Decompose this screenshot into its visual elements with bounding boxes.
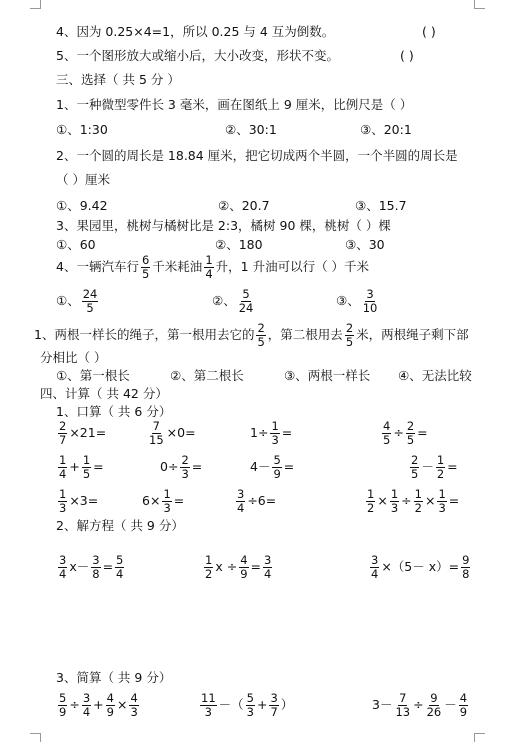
tf-question-5: 5、一个图形放大或缩小后，大小改变，形状不变。 bbox=[56, 48, 339, 63]
fraction: $\frac{4}{3}$ bbox=[130, 691, 138, 719]
oral-item-3: 1÷ $\frac{1}{3}$ = bbox=[250, 419, 293, 447]
fraction: $\frac{7}{13}$ bbox=[395, 691, 411, 719]
fraction: $\frac{3}{4}$ bbox=[59, 553, 67, 581]
choice-1-option-2[interactable]: ②、30:1 bbox=[225, 122, 277, 137]
fraction: $\frac{1}{2}$ bbox=[436, 453, 445, 481]
choice-2-option-3[interactable]: ③、15.7 bbox=[355, 198, 407, 213]
choice-5-option-1[interactable]: ①、第一根长 bbox=[56, 368, 130, 383]
choice-5-option-4[interactable]: ④、无法比较 bbox=[398, 368, 472, 383]
fraction: $\frac{1}{3}$ bbox=[271, 419, 279, 447]
tf-answer-4[interactable]: ( ) bbox=[422, 24, 436, 39]
choice-question-3: 3、果园里，桃树与橘树比是 2:3，橘树 90 棵，桃树（ ）棵 bbox=[56, 218, 391, 233]
fraction: $\frac{5}{9}$ bbox=[273, 453, 281, 481]
choice-question-2-line1: 2、一个圆的周长是 18.84 厘米，把它切成两个半圆，一个半圆的周长是 bbox=[56, 148, 458, 163]
fraction: $\frac{3}{4}$ bbox=[371, 553, 379, 581]
oral-item-6: 0÷ $\frac{2}{3}$ = bbox=[160, 453, 203, 481]
oral-item-10: 6× $\frac{1}{3}$ = bbox=[142, 487, 185, 515]
fraction: $\frac{2}{7}$ bbox=[59, 419, 67, 447]
equation-3: $\frac{3}{4}$ ×（5－ x）= $\frac{9}{8}$ bbox=[371, 553, 470, 581]
equation-1: $\frac{3}{4}$ x－ $\frac{3}{8}$ = $\frac{5}{4}$ bbox=[59, 553, 124, 581]
choice-question-1: 1、一种微型零件长 3 毫米，画在图纸上 9 厘米，比例尺是（ ） bbox=[56, 97, 413, 112]
oral-item-7: 4－ $\frac{5}{9}$ = bbox=[250, 453, 295, 481]
choice-4-option-1[interactable]: ①、 $\frac{24}{5}$ bbox=[56, 287, 98, 315]
fraction: $\frac{4}{5}$ bbox=[383, 419, 391, 447]
fraction: $\frac{5}{4}$ bbox=[116, 553, 124, 581]
choice-4-option-3[interactable]: ③、 $\frac{3}{10}$ bbox=[336, 287, 378, 315]
choice-question-4: 4、一辆汽车行 $\frac{6}{5}$ 千米耗油 $\frac{1}{4}$ 升，1 升油可以行（ ）千米 bbox=[56, 253, 370, 281]
choice-question-5-line2: 分相比（ ） bbox=[40, 350, 107, 365]
choice-3-option-2[interactable]: ②、180 bbox=[215, 237, 263, 252]
fraction: $\frac{1}{3}$ bbox=[59, 487, 67, 515]
fraction: $\frac{11}{3}$ bbox=[201, 691, 216, 719]
fraction: $\frac{2}{5}$ bbox=[411, 453, 419, 481]
choice-4-option-2[interactable]: ②、 $\frac{5}{24}$ bbox=[212, 287, 254, 315]
choice-3-option-3[interactable]: ③、30 bbox=[345, 237, 385, 252]
fraction: $\frac{3}{10}$ bbox=[362, 287, 378, 315]
fraction: $\frac{3}{4}$ bbox=[264, 553, 272, 581]
fraction: $\frac{4}{9}$ bbox=[240, 553, 248, 581]
fraction: $\frac{5}{24}$ bbox=[238, 287, 254, 315]
choice-1-option-1[interactable]: ①、1:30 bbox=[56, 122, 108, 137]
choice-1-option-3[interactable]: ③、20:1 bbox=[360, 122, 412, 137]
fraction: $\frac{2}{5}$ bbox=[257, 321, 265, 349]
fraction: $\frac{24}{5}$ bbox=[82, 287, 98, 315]
simplify-3: 3－ $\frac{7}{13}$ ÷ $\frac{9}{26}$ － $\frac{4}{9}$ bbox=[372, 691, 468, 719]
fraction: $\frac{9}{8}$ bbox=[462, 553, 470, 581]
oral-item-1: $\frac{2}{7}$ ×21= bbox=[59, 419, 107, 447]
oral-item-8: $\frac{2}{5}$ － $\frac{1}{2}$ = bbox=[411, 453, 458, 481]
fraction: $\frac{4}{9}$ bbox=[459, 691, 468, 719]
fraction: $\frac{3}{4}$ bbox=[82, 691, 91, 719]
oral-item-4: $\frac{4}{5}$ ÷ $\frac{2}{5}$ = bbox=[383, 419, 428, 447]
fraction: $\frac{1}{4}$ bbox=[59, 453, 67, 481]
corner-mark-bottom-left bbox=[30, 733, 41, 742]
fraction: $\frac{1}{5}$ bbox=[82, 453, 91, 481]
fraction: $\frac{1}{3}$ bbox=[438, 487, 446, 515]
fraction: $\frac{5}{3}$ bbox=[246, 691, 254, 719]
choice-5-option-2[interactable]: ②、第二根长 bbox=[170, 368, 244, 383]
section-title-calc: 四、计算（ 共 42 分） bbox=[40, 386, 168, 401]
fraction: $\frac{3}{8}$ bbox=[92, 553, 100, 581]
oral-calc-title: 1、口算（ 共 6 分） bbox=[56, 404, 172, 419]
fraction: $\frac{6}{5}$ bbox=[141, 253, 150, 281]
choice-5-option-3[interactable]: ③、两根一样长 bbox=[284, 368, 371, 383]
choice-3-option-1[interactable]: ①、60 bbox=[56, 237, 96, 252]
tf-question-4: 4、因为 0.25×4=1，所以 0.25 与 4 互为倒数。 bbox=[56, 24, 335, 39]
fraction: $\frac{5}{9}$ bbox=[59, 691, 67, 719]
corner-mark-bottom-right bbox=[474, 733, 485, 742]
tf-answer-5[interactable]: ( ) bbox=[400, 48, 414, 63]
fraction: $\frac{1}{4}$ bbox=[205, 253, 213, 281]
fraction: $\frac{2}{5}$ bbox=[345, 321, 354, 349]
fraction: $\frac{1}{3}$ bbox=[163, 487, 171, 515]
equation-title: 2、解方程（ 共 9 分） bbox=[56, 518, 184, 533]
fraction: $\frac{1}{2}$ bbox=[367, 487, 375, 515]
simplify-title: 3、简算（ 共 9 分） bbox=[56, 670, 172, 685]
choice-question-2-line2: （ ）厘米 bbox=[56, 172, 110, 187]
fraction: $\frac{4}{9}$ bbox=[106, 691, 114, 719]
oral-item-2: $\frac{7}{15}$ ×0= bbox=[149, 419, 196, 447]
fraction: $\frac{2}{3}$ bbox=[181, 453, 189, 481]
fraction: $\frac{1}{3}$ bbox=[390, 487, 399, 515]
oral-item-12: $\frac{1}{2}$ × $\frac{1}{3}$ ÷ $\frac{1}{2}$ × $\frac{1}{3}$ = bbox=[367, 487, 460, 515]
oral-item-5: $\frac{1}{4}$ + $\frac{1}{5}$ = bbox=[59, 453, 104, 481]
fraction: $\frac{1}{2}$ bbox=[205, 553, 213, 581]
section-title-choice: 三、选择（ 共 5 分 ） bbox=[56, 72, 180, 87]
choice-question-5-line1: 1、两根一样长的绳子，第一根用去它的 $\frac{2}{5}$ ，第二根用去 $\frac{2}{5}$ 米，两根绳子剩下部 bbox=[34, 321, 469, 349]
fraction: $\frac{9}{26}$ bbox=[426, 691, 442, 719]
equation-2: $\frac{1}{2}$ x ÷ $\frac{4}{9}$ = $\frac{3}{4}$ bbox=[205, 553, 272, 581]
corner-mark-top-left bbox=[30, 0, 41, 9]
corner-mark-top-right bbox=[474, 0, 485, 9]
fraction: $\frac{1}{2}$ bbox=[414, 487, 422, 515]
choice-2-option-2[interactable]: ②、20.7 bbox=[218, 198, 270, 213]
oral-item-11: $\frac{3}{4}$ ÷6= bbox=[237, 487, 277, 515]
fraction: $\frac{3}{4}$ bbox=[237, 487, 245, 515]
oral-item-9: $\frac{1}{3}$ ×3= bbox=[59, 487, 99, 515]
simplify-2: $\frac{11}{3}$ －（ $\frac{5}{3}$ + $\frac{3}{7}$ ） bbox=[201, 691, 294, 719]
choice-2-option-1[interactable]: ①、9.42 bbox=[56, 198, 108, 213]
fraction: $\frac{3}{7}$ bbox=[270, 691, 278, 719]
fraction: $\frac{7}{15}$ bbox=[149, 419, 164, 447]
simplify-1: $\frac{5}{9}$ ÷ $\frac{3}{4}$ + $\frac{4}{9}$ × $\frac{4}{3}$ bbox=[59, 691, 138, 719]
fraction: $\frac{2}{5}$ bbox=[406, 419, 415, 447]
